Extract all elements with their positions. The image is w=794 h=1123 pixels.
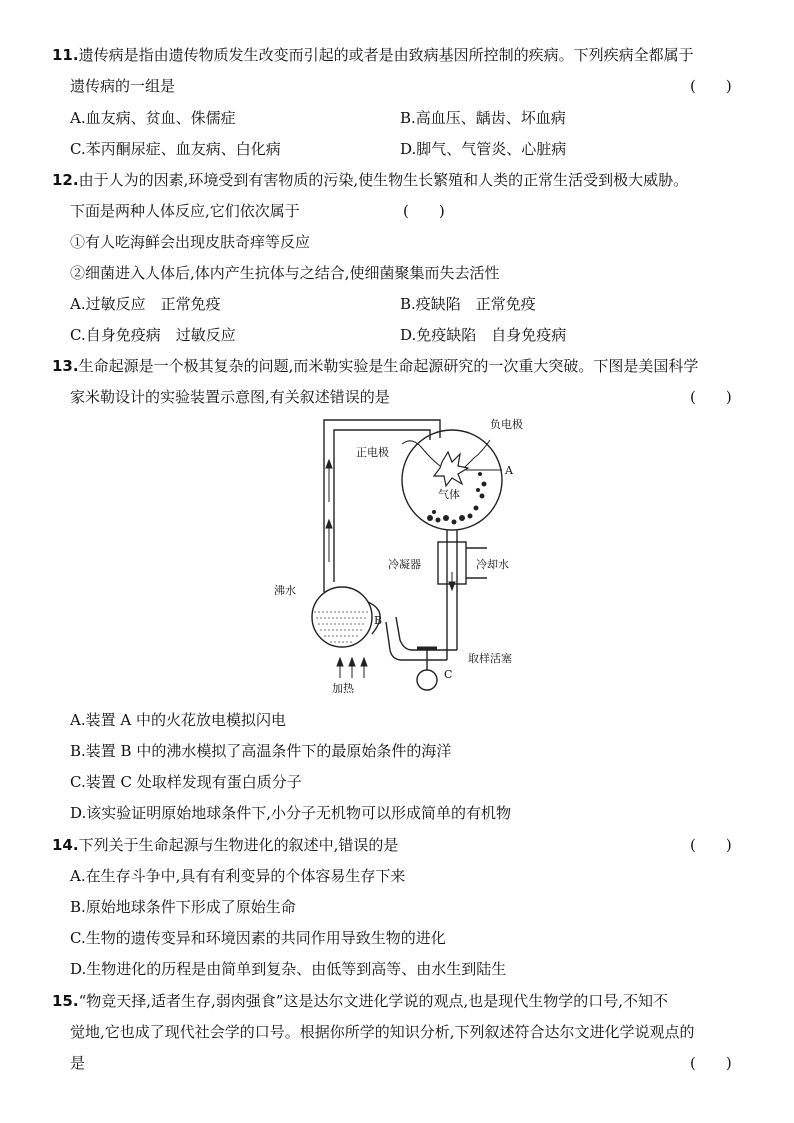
q11-number: 11. xyxy=(52,46,79,64)
label-gas: 气体 xyxy=(438,488,460,501)
q13-line1 xyxy=(52,356,698,376)
label-neg-electrode: 负电极 xyxy=(490,418,523,431)
q11-option-c: C.苯丙酮尿症、血友病、白化病 xyxy=(70,140,281,158)
tube-bottom-outer xyxy=(386,622,447,660)
sample-flask xyxy=(417,670,437,690)
q12-stem-1: 由于人为的因素,环境受到有害物质的污染,使生物生长繁殖和人类的正常生活受到极大威胁。 xyxy=(78,171,689,189)
label-cooling-water: 冷却水 xyxy=(476,558,509,571)
q14-number: 14. xyxy=(52,836,79,854)
q15-stem-2: 觉地,它也成了现代社会学的口号。根据你所学的知识分析,下列叙述符合达尔文进化学说观点的 xyxy=(70,1023,695,1041)
label-pos-electrode: 正电极 xyxy=(356,446,389,459)
spark-icon xyxy=(434,452,468,486)
q13-option-b: B.装置 B 中的沸水模拟了高温条件下的最原始条件的海洋 xyxy=(70,742,452,760)
q14-option-b: B.原始地球条件下形成了原始生命 xyxy=(70,898,296,916)
q11-option-b: B.高血压、龋齿、坏血病 xyxy=(400,109,566,127)
q12-option-d: D.免疫缺陷 自身免疫病 xyxy=(400,326,567,344)
q11-option-a: A.血友病、贫血、侏儒症 xyxy=(70,109,236,127)
q12-stem-2: 下面是两种人体反应,它们依次属于 xyxy=(70,202,300,220)
q14-option-d: D.生物进化的历程是由简单到复杂、由低等到高等、由水生到陆生 xyxy=(70,960,507,978)
q12-item-1: ①有人吃海鲜会出现皮肤奇痒等反应 xyxy=(70,233,311,251)
q13-number: 13. xyxy=(52,357,79,375)
q14-line1 xyxy=(52,835,398,855)
q12-option-c: C.自身免疫病 过敏反应 xyxy=(70,326,236,344)
q11-line1 xyxy=(52,45,694,65)
q11-stem-1: 遗传病是指由遗传物质发生改变而引起的或者是由致病基因所控制的疾病。下列疾病全都属于 xyxy=(78,46,694,64)
q14-option-a: A.在生存斗争中,具有有利变异的个体容易生存下来 xyxy=(70,867,406,885)
q12-option-b: B.疫缺陷 正常免疫 xyxy=(400,295,536,313)
label-sampling-valve: 取样活塞 xyxy=(468,652,512,665)
q14-option-c: C.生物的遗传变异和环境因素的共同作用导致生物的进化 xyxy=(70,929,446,947)
q13-option-c: C.装置 C 处取样发现有蛋白质分子 xyxy=(70,773,302,791)
q12-line1 xyxy=(52,170,688,190)
q12-item-2: ②细菌进入人体后,体内产生抗体与之结合,使细菌聚集而失去活性 xyxy=(70,264,500,282)
q11-stem-2: 遗传病的一组是 xyxy=(70,77,176,95)
q14-stem-1: 下列关于生命起源与生物进化的叙述中,错误的是 xyxy=(78,836,399,854)
boiling-flask xyxy=(312,587,372,647)
label-boiling-water: 沸水 xyxy=(274,584,296,597)
q13-stem-2: 家米勒设计的实验装置示意图,有关叙述错误的是 xyxy=(70,388,390,406)
tube-top-inner xyxy=(334,430,430,442)
q11-option-d: D.脚气、气管炎、心脏病 xyxy=(400,140,567,158)
label-b: B xyxy=(374,614,383,627)
label-condenser: 冷凝器 xyxy=(388,558,421,571)
label-heating: 加热 xyxy=(332,682,354,694)
q15-line1 xyxy=(52,991,668,1011)
q15-stem-3: 是 xyxy=(70,1054,86,1072)
q15-number: 15. xyxy=(52,992,79,1010)
q14-answer-bracket: ( ) xyxy=(690,836,732,854)
tube-bottom-inner xyxy=(396,617,457,650)
q11-answer-bracket: ( ) xyxy=(690,77,732,95)
q12-option-a: A.过敏反应 正常免疫 xyxy=(70,295,221,313)
q13-answer-bracket: ( ) xyxy=(690,388,732,406)
q13-option-d: D.该实验证明原始地球条件下,小分子无机物可以形成简单的有机物 xyxy=(70,804,512,822)
q15-stem-1: “物竞天择,适者生存,弱肉强食”这是达尔文进化学说的观点,也是现代生物学的口号,不知不 xyxy=(78,992,668,1010)
q12-answer-bracket: ( ) xyxy=(403,202,445,220)
q12-number: 12. xyxy=(52,171,79,189)
label-c: C xyxy=(444,668,453,681)
q15-answer-bracket: ( ) xyxy=(690,1054,732,1072)
label-a: A xyxy=(505,464,513,477)
q13-option-a: A.装置 A 中的火花放电模拟闪电 xyxy=(70,711,286,729)
q13-stem-1: 生命起源是一个极其复杂的问题,而米勒实验是生命起源研究的一次重大突破。下图是美国科学 xyxy=(78,357,699,375)
miller-apparatus-diagram xyxy=(262,412,538,694)
